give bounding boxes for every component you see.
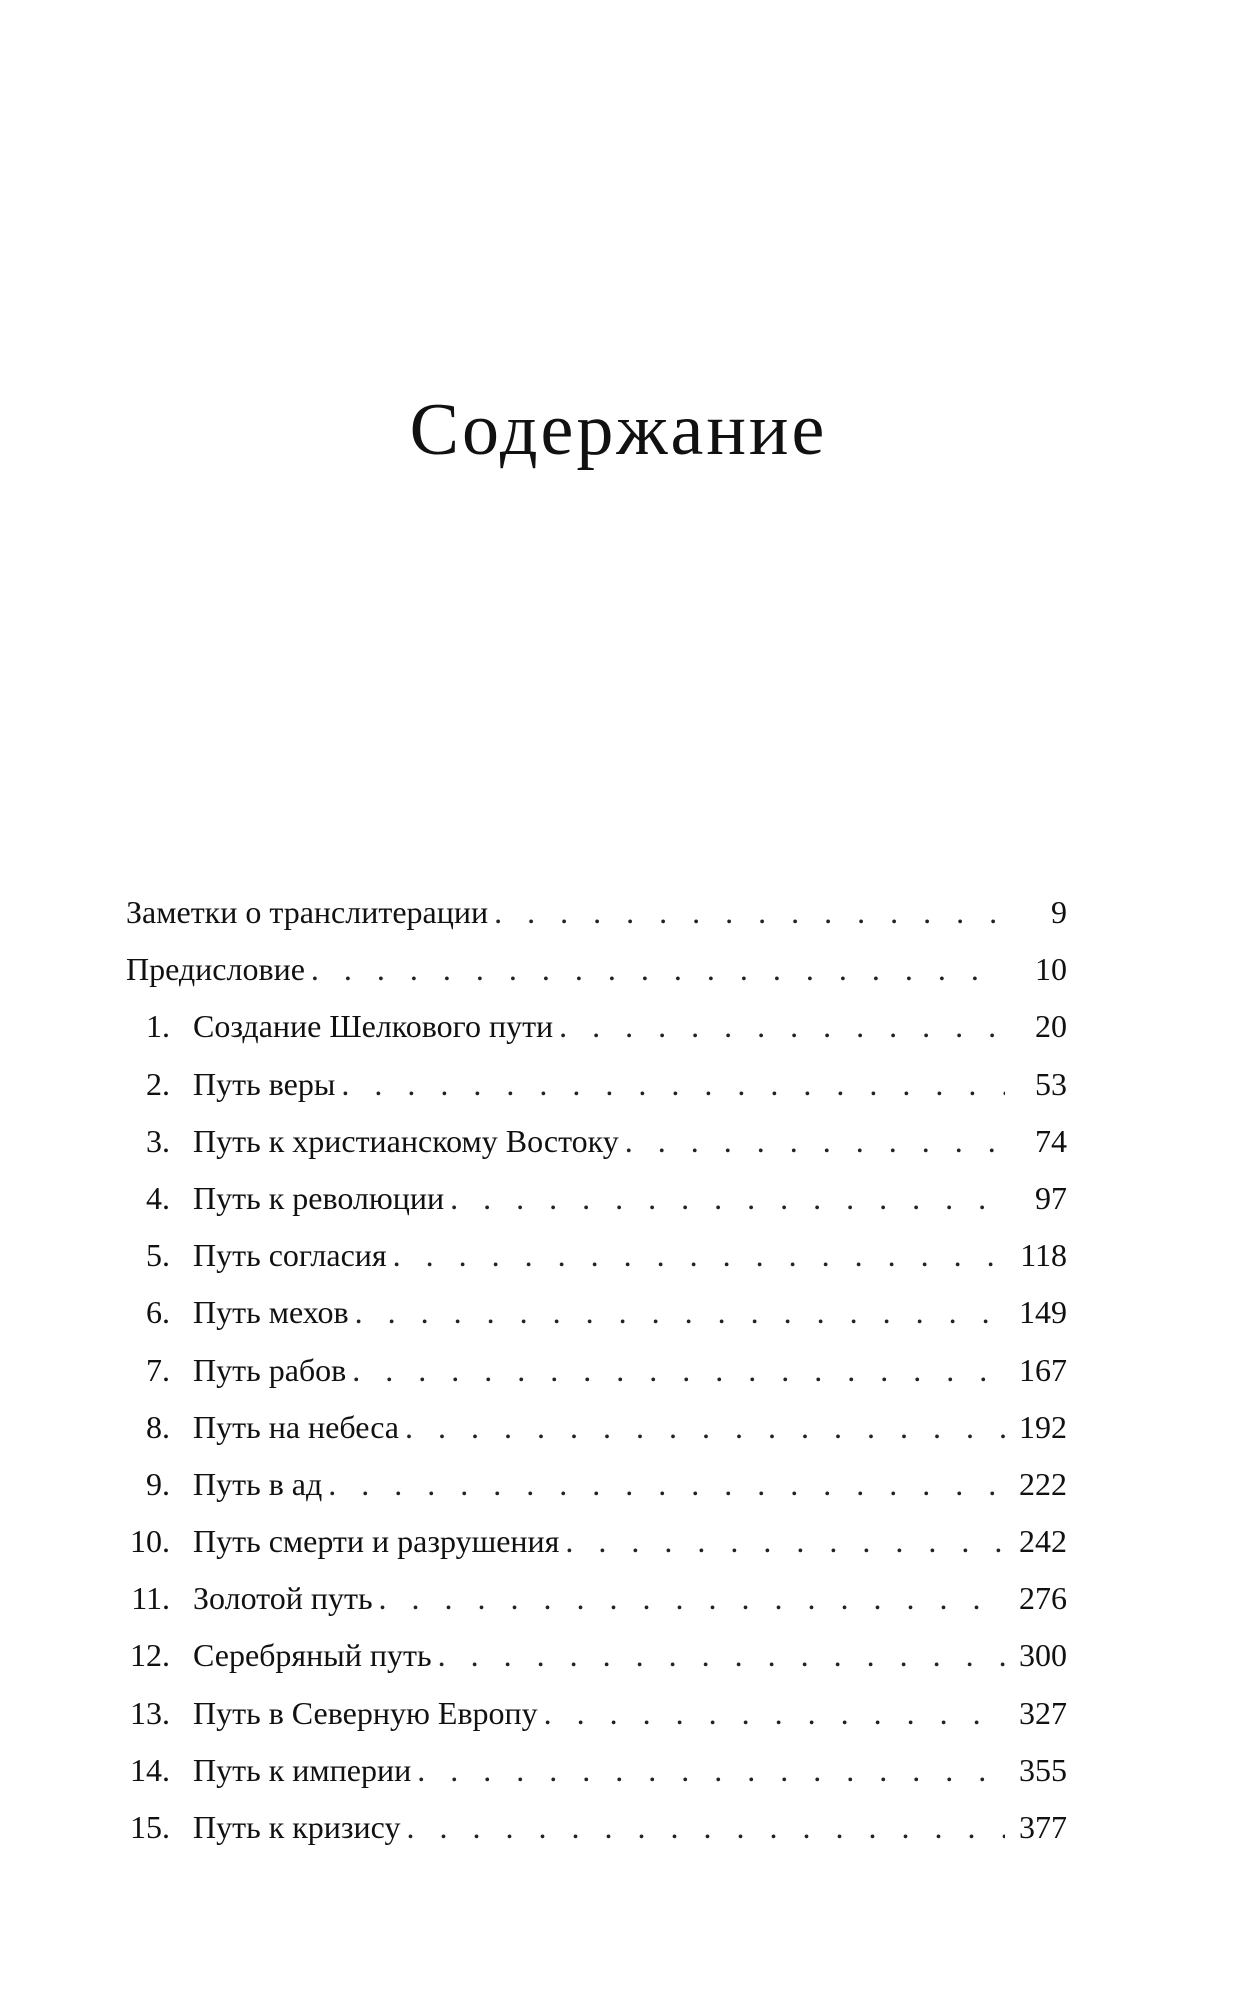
page-number: 222 — [1019, 1465, 1067, 1502]
toc-entry[interactable] — [126, 1399, 1067, 1456]
dot-leader — [341, 1056, 1005, 1113]
page-number: 97 — [1035, 1179, 1067, 1216]
entry-title: Путь смерти и разрушения — [193, 1523, 560, 1560]
page-number: 118 — [1020, 1237, 1067, 1274]
dot-leader — [625, 1113, 1005, 1170]
entry-title: Путь к империи — [193, 1751, 412, 1788]
dot-leader — [405, 1399, 1005, 1456]
page-number: 9 — [1051, 894, 1067, 930]
dot-leader — [450, 1170, 1005, 1227]
dot-leader — [355, 1284, 1005, 1341]
chapter-number: 12. — [130, 1637, 170, 1674]
entry-title: Путь на небеса — [193, 1408, 399, 1445]
page-number: 74 — [1035, 1122, 1067, 1159]
chapter-number: 5. — [146, 1237, 170, 1274]
toc-entry[interactable] — [126, 884, 1067, 941]
dot-leader — [559, 998, 1005, 1055]
entry-title: Путь в Северную Европу — [193, 1694, 538, 1731]
toc-entry[interactable] — [126, 1456, 1067, 1513]
entry-title: Заметки о транслитерации — [126, 894, 489, 930]
toc-entry[interactable] — [126, 1284, 1067, 1341]
toc-entry[interactable] — [126, 1627, 1067, 1684]
dot-leader — [417, 1742, 1005, 1799]
chapter-number: 9. — [146, 1465, 170, 1502]
entry-title: Путь мехов — [193, 1294, 349, 1331]
table-of-contents — [126, 884, 1067, 1856]
toc-entry[interactable] — [126, 1685, 1067, 1742]
dot-leader — [438, 1627, 1005, 1684]
entry-title: Золотой путь — [193, 1580, 373, 1617]
dot-leader — [565, 1513, 1005, 1570]
dot-leader — [352, 1342, 1005, 1399]
toc-entry[interactable] — [126, 1513, 1067, 1570]
chapter-number: 6. — [146, 1294, 170, 1331]
entry-title: Путь рабов — [193, 1351, 347, 1388]
toc-entry[interactable] — [126, 998, 1067, 1055]
page-number: 53 — [1035, 1065, 1067, 1102]
toc-entry[interactable] — [126, 1342, 1067, 1399]
dot-leader — [406, 1799, 1005, 1856]
dot-leader — [393, 1227, 1005, 1284]
toc-entry[interactable] — [126, 1570, 1067, 1627]
page-number: 276 — [1019, 1580, 1067, 1617]
chapter-number: 13. — [130, 1694, 170, 1731]
page-title: Содержание — [409, 389, 828, 471]
entry-title: Создание Шелкового пути — [193, 1008, 554, 1045]
page-number: 355 — [1019, 1751, 1067, 1788]
page-number: 327 — [1019, 1694, 1067, 1731]
toc-entry[interactable] — [126, 1742, 1067, 1799]
page-number: 192 — [1019, 1408, 1067, 1445]
toc-entry[interactable] — [126, 1170, 1067, 1227]
toc-entry[interactable] — [126, 1113, 1067, 1170]
chapter-number: 14. — [130, 1751, 170, 1788]
dot-leader — [544, 1685, 1005, 1742]
chapter-number: 7. — [146, 1351, 170, 1388]
toc-entry[interactable] — [126, 1227, 1067, 1284]
entry-title: Путь веры — [193, 1065, 336, 1102]
toc-entry[interactable] — [126, 1056, 1067, 1113]
toc-entry[interactable] — [126, 941, 1067, 998]
entry-title: Путь к христианскому Востоку — [193, 1122, 619, 1159]
page-number: 377 — [1019, 1809, 1067, 1845]
chapter-number: 8. — [146, 1408, 170, 1445]
page-number: 300 — [1019, 1637, 1067, 1674]
page-number: 242 — [1019, 1523, 1067, 1560]
entry-title: Путь в ад — [193, 1465, 323, 1502]
page-number: 167 — [1019, 1351, 1067, 1388]
chapter-number: 3. — [146, 1122, 170, 1159]
dot-leader — [379, 1570, 1005, 1627]
chapter-number: 10. — [130, 1523, 170, 1560]
chapter-number: 1. — [146, 1008, 170, 1045]
page-number: 20 — [1035, 1008, 1067, 1045]
entry-title: Предисловие — [126, 951, 305, 988]
dot-leader — [494, 884, 1005, 941]
entry-title: Путь согласия — [193, 1237, 387, 1274]
page-number: 10 — [1035, 951, 1067, 988]
chapter-number: 15. — [130, 1809, 170, 1845]
toc-entry[interactable] — [126, 1799, 1067, 1856]
chapter-number: 4. — [146, 1179, 170, 1216]
dot-leader — [328, 1456, 1005, 1513]
entry-title: Путь к революции — [193, 1179, 445, 1216]
dot-leader — [311, 941, 1005, 998]
entry-title: Путь к кризису — [193, 1809, 401, 1845]
chapter-number: 2. — [146, 1065, 170, 1102]
page-number: 149 — [1019, 1294, 1067, 1331]
entry-title: Серебряный путь — [193, 1637, 432, 1674]
chapter-number: 11. — [131, 1580, 170, 1617]
